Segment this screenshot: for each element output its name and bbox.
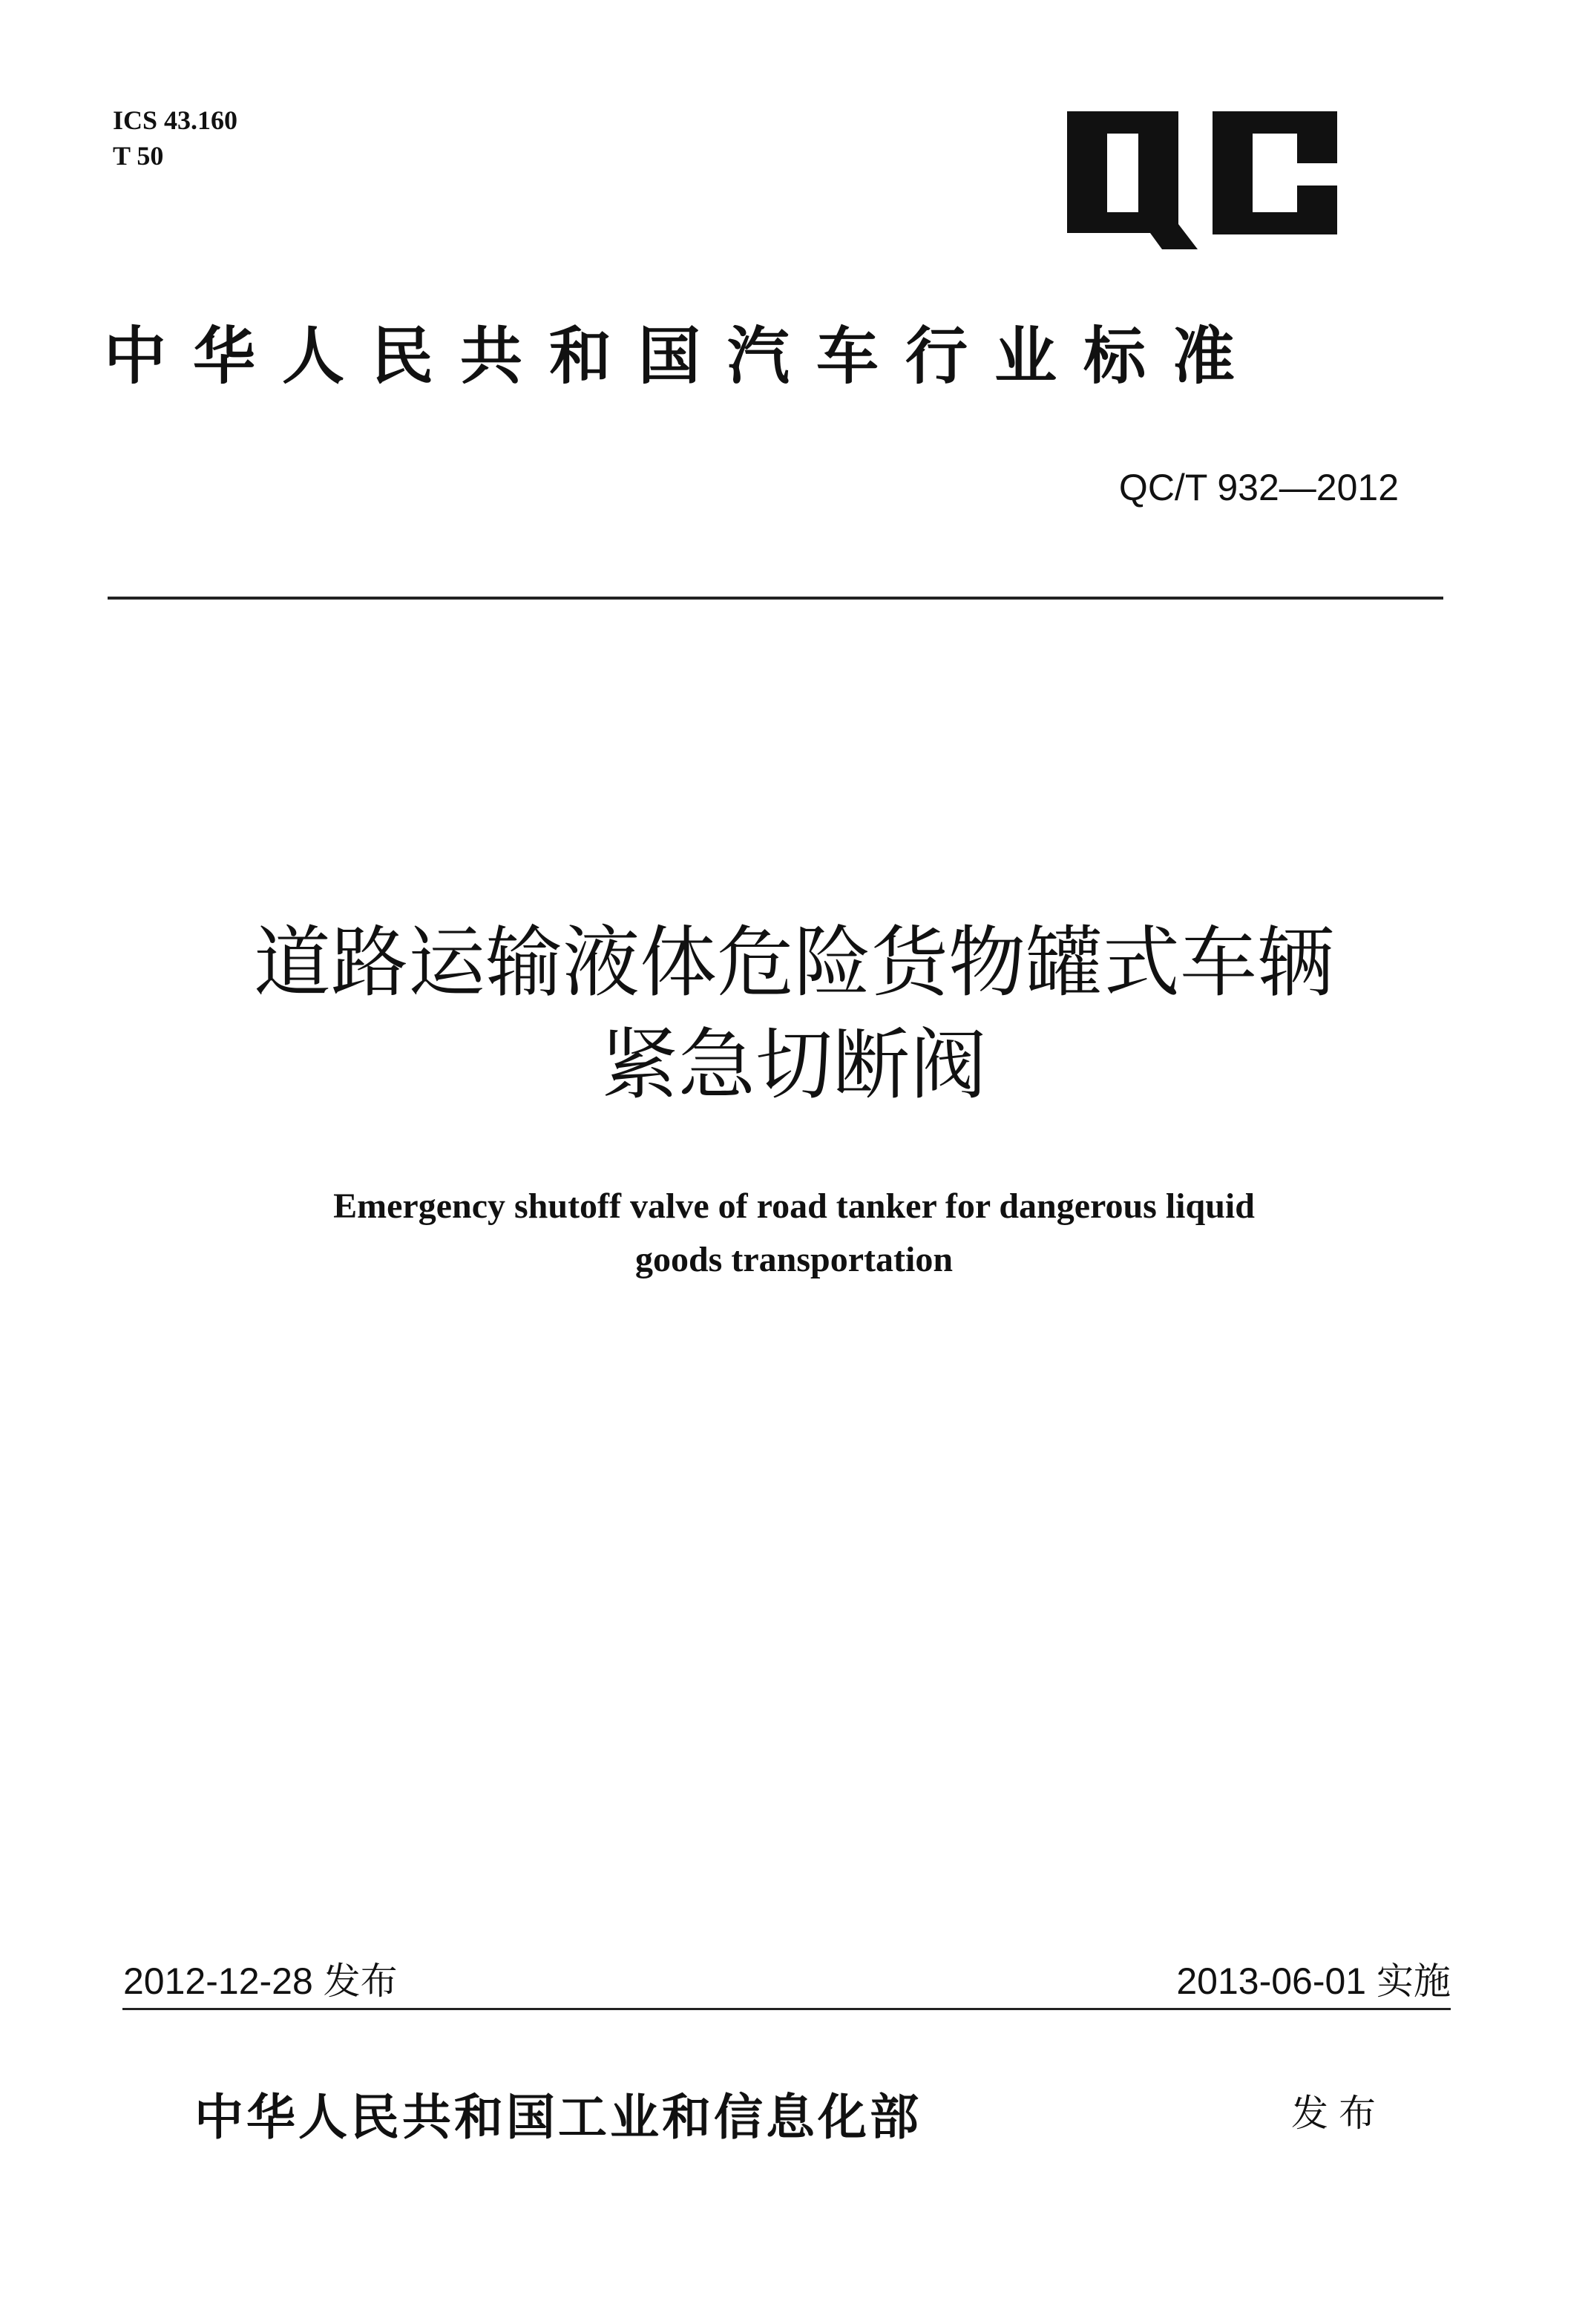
ccs-code: T 50 xyxy=(113,141,164,171)
title-cn-line-2: 紧急切断阀 xyxy=(600,1020,987,1110)
title-en-line-2: goods transportation xyxy=(634,1240,954,1279)
title-english xyxy=(0,1180,1588,1287)
title-chinese xyxy=(0,911,1588,1116)
ics-code: ICS 43.160 xyxy=(113,105,238,135)
publisher-suffix: 发布 xyxy=(1291,2092,1386,2135)
title-cn-line-1: 道路运输液体危险货物罐式车辆 xyxy=(253,917,1334,1008)
publisher-name: 中华人民共和国工业和信息化部 xyxy=(194,2088,922,2146)
title-en-line-1: Emergency shutoff valve of road tanker for dangerous liquid xyxy=(333,1186,1255,1226)
classification-block xyxy=(113,102,237,174)
header-divider xyxy=(108,597,1443,600)
qc-logo xyxy=(1067,111,1337,249)
standard-code: QC/T 932—2012 xyxy=(1118,467,1399,508)
footer-divider xyxy=(122,2008,1451,2010)
implementation-date: 2013-06-01 实施 xyxy=(1176,1960,1451,2002)
issue-date: 2012-12-28 发布 xyxy=(123,1960,398,2002)
standard-type-heading: 中华人民共和国汽车行业标准 xyxy=(104,319,1262,393)
